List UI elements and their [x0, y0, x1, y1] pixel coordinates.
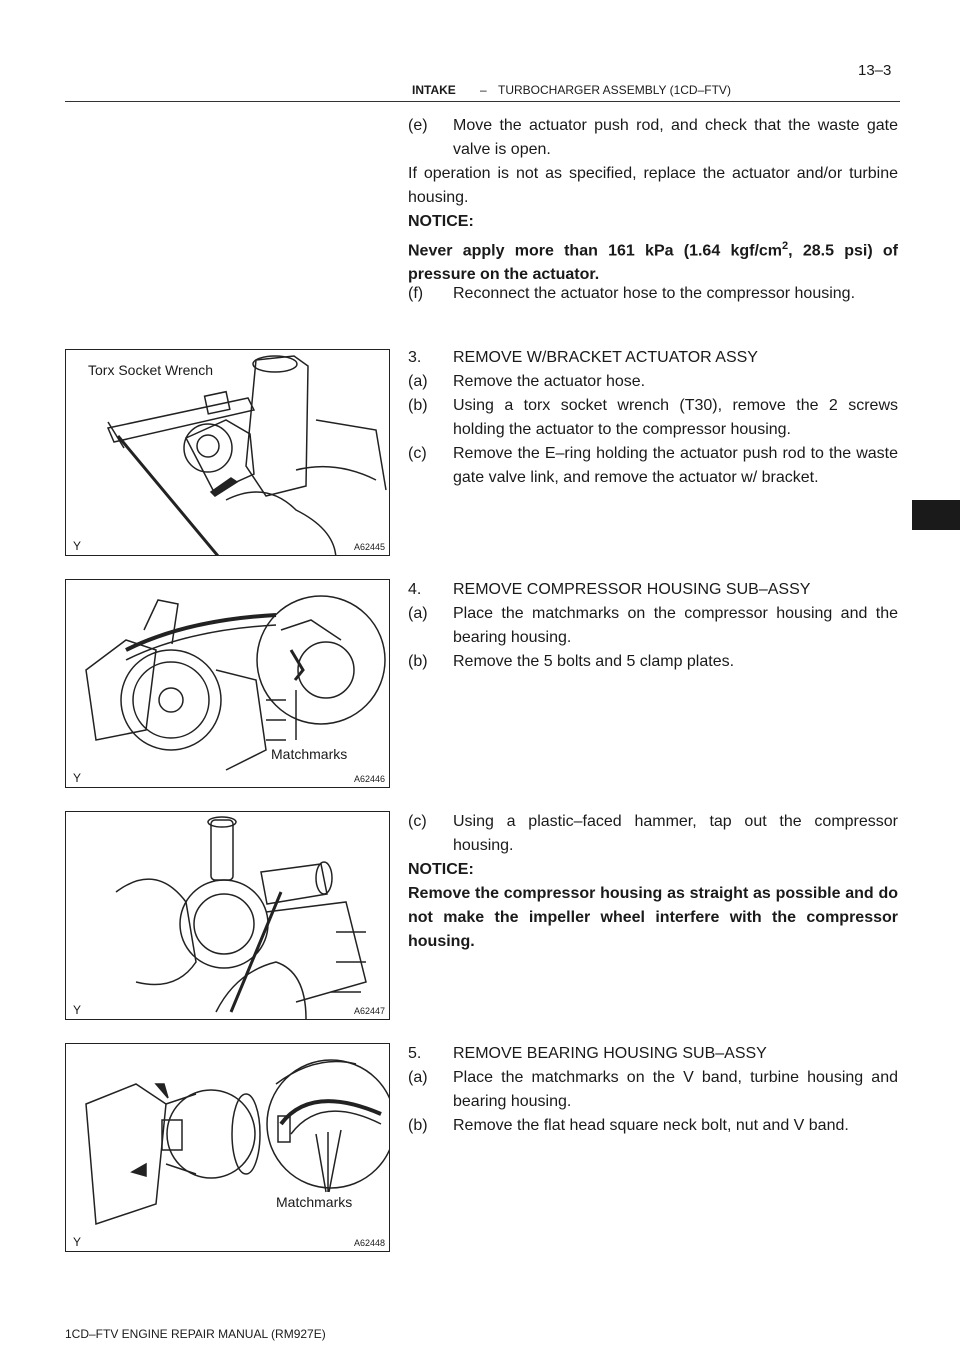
matchmarks-label: Matchmarks	[276, 1194, 353, 1210]
torx-wrench-label: Torx Socket Wrench	[88, 362, 214, 378]
header-title: TURBOCHARGER ASSEMBLY (1CD–FTV)	[498, 83, 731, 97]
torx-wrench-illustration	[66, 350, 389, 555]
matchmarks-label: Matchmarks	[271, 746, 348, 762]
operation-note: If operation is not as specified, replace the actuator and/or turbine housing.	[408, 165, 898, 206]
figure-compressor-matchmarks	[65, 579, 390, 788]
figure-id: A62445	[353, 542, 385, 552]
figure-y-mark: Y	[73, 1235, 82, 1249]
header-section: INTAKE	[412, 83, 456, 97]
figure-hammer-tap	[65, 811, 390, 1020]
page-number: 13–3	[858, 62, 892, 79]
page-footer: 1CD–FTV ENGINE REPAIR MANUAL (RM927E)	[65, 1327, 326, 1341]
v-band-illustration	[66, 1044, 389, 1251]
figure-id: A62448	[353, 1238, 385, 1248]
figure-y-mark: Y	[73, 539, 82, 553]
header-dash: –	[480, 83, 487, 97]
notice-1-text: Never apply more than 161 kPa (1.64 kgf/$cm^2$, 28.5 psi) of pressure on the actuator.	[408, 240, 899, 284]
figure-y-mark: Y	[73, 1003, 82, 1017]
figure-vband-matchmarks	[65, 1043, 390, 1252]
figure-torx-wrench	[65, 349, 390, 556]
hammer-illustration	[66, 812, 389, 1019]
notice-1-label: NOTICE:	[408, 213, 474, 230]
figure-id: A62447	[353, 1006, 385, 1016]
figure-id: A62446	[353, 774, 385, 784]
notice-2-text: Remove the compressor housing as straight as possible and do not make the impeller wheel interfere with the compressor housing.	[408, 885, 898, 950]
notice-2-label: NOTICE:	[408, 861, 474, 878]
figure-y-mark: Y	[73, 771, 82, 785]
section-tab-marker	[912, 500, 960, 530]
header-rule	[65, 101, 900, 102]
